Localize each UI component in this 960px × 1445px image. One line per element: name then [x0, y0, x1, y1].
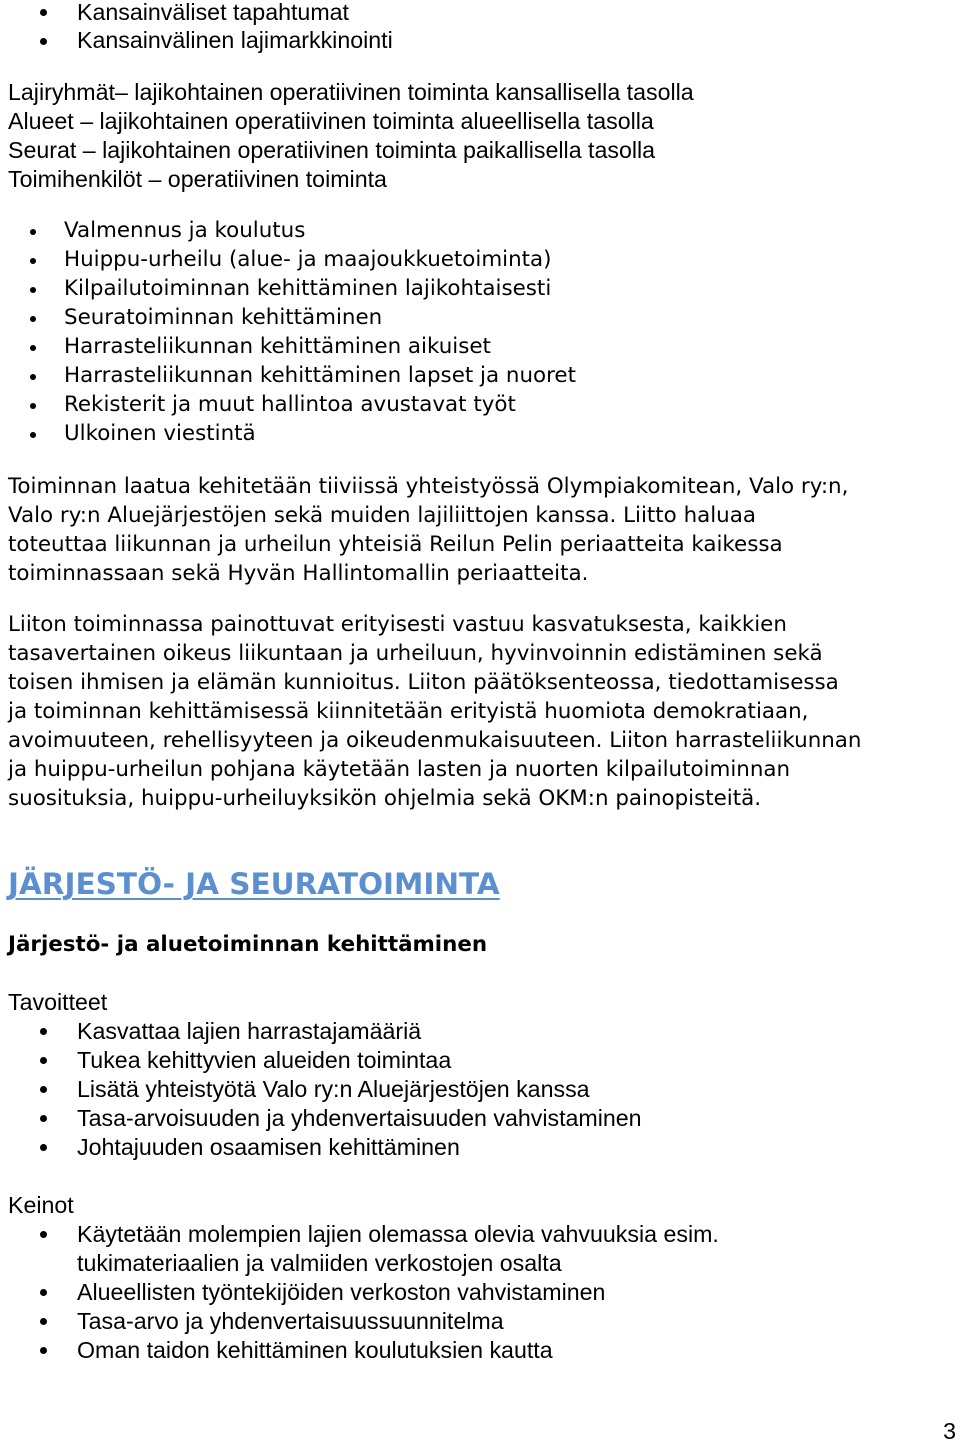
means-label: Keinot [8, 1192, 74, 1218]
bullet-icon [40, 1347, 47, 1354]
paragraph-2-line-2: tasavertainen oikeus liikuntaan ja urheiluun, hyvinvoinnin edistäminen sekä [8, 641, 823, 666]
bullet-icon [30, 403, 36, 409]
bullet-icon [40, 1057, 47, 1064]
paragraph-2-line-7: suosituksia, huippu-urheiluyksikön ohjelmia sekä OKM:n painopisteitä. [8, 786, 762, 811]
paragraph-2-line-6: ja huippu-urheilun pohjana käytetään lasten ja nuorten kilpailutoiminnan [8, 757, 791, 782]
goals-item-3: Lisätä yhteistyötä Valo ry:n Aluejärjestöjen kanssa [77, 1076, 590, 1102]
section-heading: JÄRJESTÖ- JA SEURATOIMINTA [8, 867, 500, 901]
goals-item-1: Kasvattaa lajien harrastajamääriä [77, 1018, 422, 1044]
bullet-icon [30, 287, 36, 293]
paragraph-2-line-4: ja toiminnan kehittämisessä kiinnitetään erityistä huomiota demokratiaan, [8, 699, 809, 724]
ops-item-8: Ulkoinen viestintä [64, 421, 256, 446]
level-line-2: Alueet – lajikohtainen operatiivinen toiminta alueellisella tasolla [8, 108, 654, 134]
goals-item-5: Johtajuuden osaamisen kehittäminen [77, 1134, 460, 1160]
ops-item-1: Valmennus ja koulutus [64, 218, 306, 243]
bullet-icon [40, 1115, 47, 1122]
list-item-top-2: Kansainvälinen lajimarkkinointi [77, 27, 393, 53]
bullet-icon [40, 9, 47, 16]
bullet-icon [30, 432, 36, 438]
paragraph-1-line-3: toteuttaa liikunnan ja urheilun yhteisiä Reilun Pelin periaatteita kaikessa [8, 532, 783, 557]
paragraph-1-line-4: toiminnassaan sekä Hyvän Hallintomallin periaatteita. [8, 561, 589, 586]
goals-item-4: Tasa-arvoisuuden ja yhdenvertaisuuden vahvistaminen [77, 1105, 642, 1131]
list-item-top-1: Kansainväliset tapahtumat [77, 0, 349, 25]
sub-heading: Järjestö- ja aluetoiminnan kehittäminen [8, 932, 488, 957]
page-number: 3 [943, 1418, 956, 1444]
ops-item-4: Seuratoiminnan kehittäminen [64, 305, 383, 330]
goals-label: Tavoitteet [8, 989, 108, 1015]
means-item-2: Alueellisten työntekijöiden verkoston vahvistaminen [77, 1279, 606, 1305]
goals-item-2: Tukea kehittyvien alueiden toimintaa [77, 1047, 452, 1073]
means-item-3: Tasa-arvo ja yhdenvertaisuussuunnitelma [77, 1308, 504, 1334]
means-item-4: Oman taidon kehittäminen koulutuksien kautta [77, 1337, 553, 1363]
bullet-icon [40, 1318, 47, 1325]
bullet-icon [40, 1028, 47, 1035]
level-line-4: Toimihenkilöt – operatiivinen toiminta [8, 166, 387, 192]
bullet-icon [30, 229, 36, 235]
bullet-icon [40, 1231, 47, 1238]
means-item-1-continued: tukimateriaalien ja valmiiden verkostojen osalta [77, 1250, 562, 1276]
paragraph-1-line-1: Toiminnan laatua kehitetään tiiviissä yhteistyössä Olympiakomitean, Valo ry:n, [8, 474, 849, 499]
bullet-icon [30, 345, 36, 351]
bullet-icon [40, 1144, 47, 1151]
paragraph-1-line-2: Valo ry:n Aluejärjestöjen sekä muiden lajiliittojen kanssa. Liitto haluaa [8, 503, 756, 528]
paragraph-2-line-5: avoimuuteen, rehellisyyteen ja oikeudenmukaisuuteen. Liiton harrasteliikunnan [8, 728, 862, 753]
ops-item-2: Huippu-urheilu (alue- ja maajoukkuetoiminta) [64, 247, 552, 272]
ops-item-6: Harrasteliikunnan kehittäminen lapset ja nuoret [64, 363, 576, 388]
means-item-1: Käytetään molempien lajien olemassa olevia vahvuuksia esim. [77, 1221, 719, 1247]
bullet-icon [30, 258, 36, 264]
ops-item-3: Kilpailutoiminnan kehittäminen lajikohtaisesti [64, 276, 552, 301]
level-line-3: Seurat – lajikohtainen operatiivinen toiminta paikallisella tasolla [8, 137, 656, 163]
bullet-icon [30, 374, 36, 380]
paragraph-2-line-1: Liiton toiminnassa painottuvat erityisesti vastuu kasvatuksesta, kaikkien [8, 612, 787, 637]
bullet-icon [40, 1086, 47, 1093]
ops-item-5: Harrasteliikunnan kehittäminen aikuiset [64, 334, 491, 359]
bullet-icon [30, 316, 36, 322]
ops-item-7: Rekisterit ja muut hallintoa avustavat työt [64, 392, 516, 417]
bullet-icon [40, 1289, 47, 1296]
paragraph-2-line-3: toisen ihmisen ja elämän kunnioitus. Liiton päätöksenteossa, tiedottamisessa [8, 670, 839, 695]
level-line-1: Lajiryhmät– lajikohtainen operatiivinen toiminta kansallisella tasolla [8, 79, 694, 105]
bullet-icon [40, 38, 47, 45]
